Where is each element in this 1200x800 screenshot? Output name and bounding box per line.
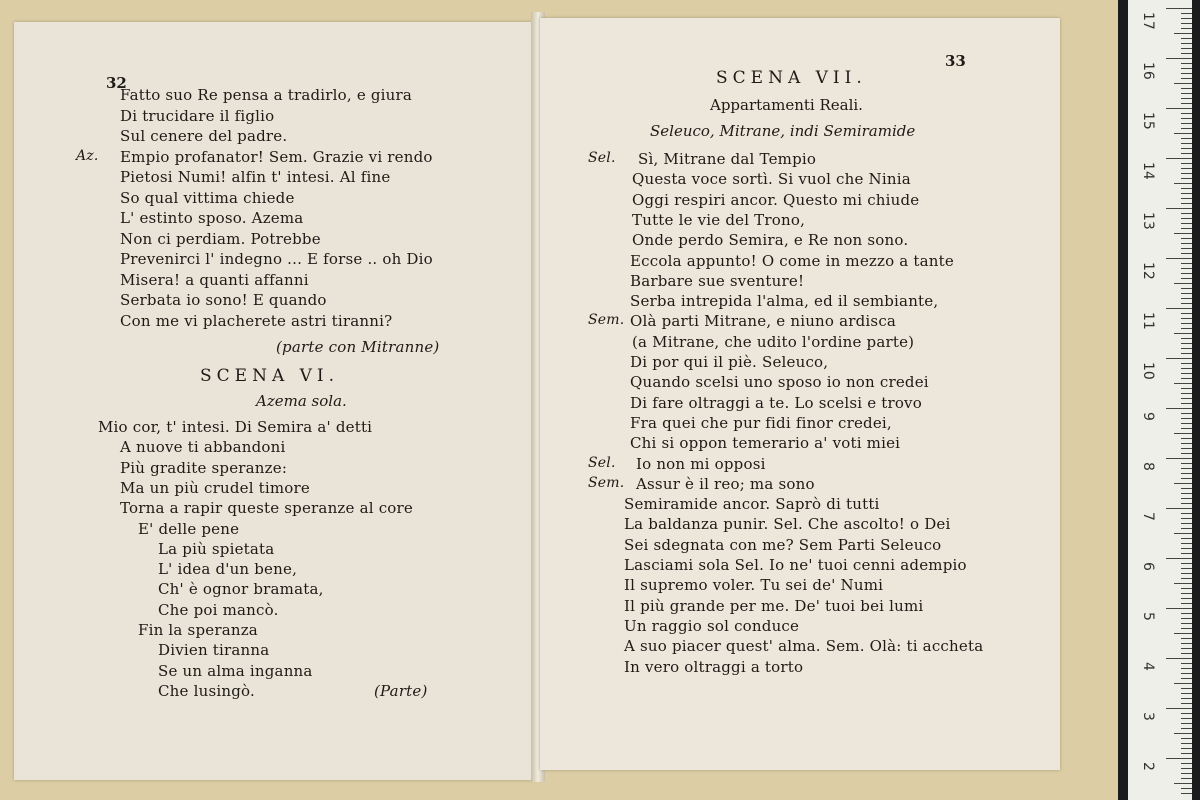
- text-line: Assur è il reo; ma sono: [636, 474, 815, 493]
- ruler-tick: [1181, 753, 1192, 754]
- ruler-tick: [1181, 593, 1192, 594]
- ruler-tick: [1181, 453, 1192, 454]
- ruler-tick: [1181, 488, 1192, 489]
- ruler-number: 9: [1140, 412, 1156, 421]
- ruler-tick: [1181, 313, 1192, 314]
- ruler-tick: [1181, 713, 1192, 714]
- ruler-tick: [1181, 498, 1192, 499]
- ruler-tick: [1181, 293, 1192, 294]
- aria-line: L' idea d'un bene,: [158, 560, 298, 579]
- ruler-tick: [1181, 203, 1192, 204]
- speaker-label: Sel.: [588, 454, 616, 471]
- ruler-tick: [1181, 723, 1192, 724]
- ruler-number: 5: [1140, 612, 1156, 621]
- text-line: Di fare oltraggi a te. Lo scelsi e trovo: [630, 393, 922, 412]
- ruler-tick: [1174, 433, 1192, 434]
- ruler-tick: [1181, 528, 1192, 529]
- ruler-tick: [1166, 408, 1192, 409]
- text-line: L' estinto sposo. Azema: [120, 209, 304, 227]
- ruler-number: 3: [1140, 712, 1156, 721]
- stage-direction: (parte con Mitranne): [276, 338, 440, 356]
- text-line: Serbata io sono! E quando: [120, 291, 327, 309]
- text-line: Quando scelsi uno sposo io non credei: [630, 373, 929, 392]
- ruler-number: 16: [1140, 62, 1156, 80]
- ruler-tick: [1181, 188, 1192, 189]
- ruler-tick: [1181, 43, 1192, 44]
- ruler-tick: [1181, 468, 1192, 469]
- ruler-tick: [1181, 673, 1192, 674]
- ruler-tick: [1181, 253, 1192, 254]
- aria-line: Se un alma inganna: [158, 661, 313, 680]
- ruler-number: 7: [1140, 512, 1156, 521]
- ruler-tick: [1181, 478, 1192, 479]
- ruler-number: 8: [1140, 462, 1156, 471]
- scene-characters: Seleuco, Mitrane, indi Semiramide: [650, 122, 916, 140]
- text-line: Oggi respiri ancor. Questo mi chiude: [632, 190, 920, 209]
- ruler-tick: [1181, 493, 1192, 494]
- ruler-tick: [1166, 558, 1192, 559]
- text-line: (a Mitrane, che udito l'ordine parte): [632, 332, 915, 351]
- text-line: Eccola appunto! O come in mezzo a tante: [630, 251, 954, 270]
- ruler-tick: [1181, 223, 1192, 224]
- ruler-tick: [1181, 303, 1192, 304]
- ruler-tick: [1181, 543, 1192, 544]
- ruler-tick: [1166, 658, 1192, 659]
- aria-line: Che lusingò.: [158, 681, 255, 700]
- ruler-tick: [1181, 438, 1192, 439]
- aria-line: Che poi mancò.: [158, 600, 279, 619]
- ruler-tick: [1174, 383, 1192, 384]
- ruler-tick: [1174, 233, 1192, 234]
- speaker-label: Az.: [76, 147, 99, 164]
- ruler-tick: [1181, 693, 1192, 694]
- ruler-tick: [1181, 393, 1192, 394]
- ruler-tick: [1181, 398, 1192, 399]
- text-line: So qual vittima chiede: [120, 188, 295, 207]
- ruler-tick: [1181, 368, 1192, 369]
- speaker-label: Sem.: [588, 474, 625, 491]
- ruler-tick: [1181, 93, 1192, 94]
- ruler-tick: [1181, 448, 1192, 449]
- aria-line: E' delle pene: [138, 519, 240, 538]
- ruler-tick: [1181, 613, 1192, 614]
- ruler-tick: [1181, 113, 1192, 114]
- ruler-tick: [1181, 603, 1192, 604]
- ruler-tick: [1181, 418, 1192, 419]
- ruler-tick: [1181, 578, 1192, 579]
- ruler-number: 6: [1140, 562, 1156, 571]
- ruler-tick: [1181, 738, 1192, 739]
- ruler-tick: [1181, 363, 1192, 364]
- ruler-number: 15: [1140, 112, 1156, 130]
- ruler-tick: [1181, 678, 1192, 679]
- ruler-number: 2: [1140, 762, 1156, 771]
- ruler-tick: [1181, 148, 1192, 149]
- text-line: Di trucidare il figlio: [120, 106, 275, 125]
- ruler-tick: [1181, 323, 1192, 324]
- text-line: Sei sdegnata con me? Sem Parti Seleuco: [624, 535, 942, 554]
- ruler-tick: [1181, 263, 1192, 264]
- ruler-tick: [1181, 763, 1192, 764]
- ruler-tick: [1174, 733, 1192, 734]
- ruler-tick: [1181, 648, 1192, 649]
- ruler-tick: [1181, 248, 1192, 249]
- measuring-ruler: [1128, 0, 1192, 800]
- text-line: Barbare sue sventure!: [630, 271, 805, 290]
- ruler-number: 13: [1140, 212, 1156, 230]
- ruler-tick: [1181, 328, 1192, 329]
- ruler-tick: [1166, 608, 1192, 609]
- ruler-tick: [1181, 168, 1192, 169]
- ruler-tick: [1181, 538, 1192, 539]
- ruler-tick: [1181, 353, 1192, 354]
- ruler-number: 14: [1140, 162, 1156, 180]
- ruler-tick: [1181, 638, 1192, 639]
- text-line: Un raggio sol conduce: [624, 616, 800, 635]
- ruler-tick: [1181, 568, 1192, 569]
- aria-line: Più gradite speranze:: [120, 458, 288, 477]
- ruler-tick: [1181, 163, 1192, 164]
- ruler-tick: [1181, 548, 1192, 549]
- ruler-tick: [1181, 553, 1192, 554]
- ruler-tick: [1166, 108, 1192, 109]
- text-line: In vero oltraggi a torto: [624, 657, 804, 676]
- ruler-tick: [1181, 668, 1192, 669]
- ruler-tick: [1181, 663, 1192, 664]
- ruler-tick: [1181, 463, 1192, 464]
- speaker-label: Sel.: [588, 150, 616, 166]
- ruler-tick: [1166, 158, 1192, 159]
- ruler-tick: [1181, 373, 1192, 374]
- ruler-tick: [1181, 173, 1192, 174]
- ruler-tick: [1181, 103, 1192, 104]
- text-line: Fatto suo Re pensa a tradirlo, e giura: [120, 86, 413, 104]
- aria-line: Ma un più crudel timore: [120, 478, 310, 497]
- ruler-tick: [1181, 118, 1192, 119]
- ruler-tick: [1181, 78, 1192, 79]
- ruler-number: 10: [1140, 362, 1156, 380]
- ruler-tick: [1181, 178, 1192, 179]
- ruler-tick: [1181, 193, 1192, 194]
- ruler-tick: [1181, 698, 1192, 699]
- ruler-tick: [1181, 423, 1192, 424]
- text-line: Lasciami sola Sel. Io ne' tuoi cenni adempio: [624, 556, 967, 574]
- text-line: Sì, Mitrane dal Tempio: [638, 150, 817, 168]
- ruler-tick: [1181, 18, 1192, 19]
- ruler-tick: [1166, 208, 1192, 209]
- ruler-tick: [1166, 758, 1192, 759]
- ruler-tick: [1181, 343, 1192, 344]
- ruler-tick: [1181, 298, 1192, 299]
- ruler-tick: [1181, 743, 1192, 744]
- ruler-tick: [1181, 98, 1192, 99]
- ruler-tick: [1181, 68, 1192, 69]
- ruler-tick: [1181, 213, 1192, 214]
- ruler-tick: [1181, 348, 1192, 349]
- ruler-tick: [1174, 83, 1192, 84]
- ruler-tick: [1181, 598, 1192, 599]
- text-line: Di por qui il piè. Seleuco,: [630, 353, 829, 371]
- ruler-tick: [1181, 513, 1192, 514]
- ruler-tick: [1181, 413, 1192, 414]
- ruler-tick: [1181, 748, 1192, 749]
- ruler-number: 17: [1140, 12, 1156, 30]
- ruler-tick: [1174, 683, 1192, 684]
- scene-heading: SCENA VII.: [716, 68, 867, 88]
- ruler-tick: [1181, 48, 1192, 49]
- ruler-tick: [1181, 788, 1192, 789]
- ruler-tick: [1181, 728, 1192, 729]
- ruler-tick: [1166, 258, 1192, 259]
- ruler-tick: [1181, 618, 1192, 619]
- ruler-tick: [1181, 23, 1192, 24]
- ruler-number: 4: [1140, 662, 1156, 671]
- ruler-tick: [1166, 58, 1192, 59]
- ruler-tick: [1181, 243, 1192, 244]
- aria-line: Fin la speranza: [138, 621, 258, 639]
- ruler-number: 11: [1140, 312, 1156, 330]
- text-line: Tutte le vie del Trono,: [632, 210, 806, 229]
- aria-line: Ch' è ognor bramata,: [158, 580, 324, 599]
- ruler-tick: [1181, 773, 1192, 774]
- ruler-tick: [1181, 138, 1192, 139]
- ruler-tick: [1181, 793, 1192, 794]
- ruler-tick: [1181, 443, 1192, 444]
- ruler-tick: [1181, 153, 1192, 154]
- ruler-tick: [1166, 708, 1192, 709]
- text-line: Sul cenere del padre.: [120, 127, 288, 145]
- ruler-tick: [1181, 278, 1192, 279]
- ruler-tick: [1181, 198, 1192, 199]
- ruler-tick: [1181, 13, 1192, 14]
- aria-line: Torna a rapir queste speranze al core: [120, 499, 413, 518]
- aria-line: La più spietata: [158, 539, 275, 558]
- ruler-tick: [1181, 388, 1192, 389]
- ruler-tick: [1181, 73, 1192, 74]
- ruler-tick: [1181, 318, 1192, 319]
- text-line: Questa voce sortì. Si vuol che Ninia: [632, 170, 911, 189]
- text-line: Con me vi placherete astri tiranni?: [120, 311, 393, 330]
- right-page: [540, 18, 1060, 770]
- ruler-tick: [1181, 653, 1192, 654]
- ruler-tick: [1181, 473, 1192, 474]
- ruler-tick: [1181, 503, 1192, 504]
- ruler-tick: [1181, 588, 1192, 589]
- ruler-tick: [1181, 643, 1192, 644]
- ruler-tick: [1181, 268, 1192, 269]
- ruler-tick: [1181, 238, 1192, 239]
- ruler-tick: [1181, 628, 1192, 629]
- ruler-tick: [1181, 428, 1192, 429]
- ruler-tick: [1181, 88, 1192, 89]
- ruler-tick: [1174, 483, 1192, 484]
- ruler-tick: [1181, 53, 1192, 54]
- ruler-tick: [1166, 508, 1192, 509]
- scene-subtitle: Azema sola.: [256, 392, 347, 410]
- ruler-tick: [1181, 523, 1192, 524]
- ruler-tick: [1181, 38, 1192, 39]
- ruler-tick: [1181, 273, 1192, 274]
- page-number: 33: [945, 52, 966, 70]
- ruler-tick: [1181, 563, 1192, 564]
- ruler-tick: [1174, 33, 1192, 34]
- ruler-tick: [1181, 768, 1192, 769]
- text-line: Io non mi opposi: [636, 454, 766, 473]
- ruler-tick: [1174, 533, 1192, 534]
- text-line: Non ci perdiam. Potrebbe: [120, 229, 321, 248]
- ruler-tick: [1181, 623, 1192, 624]
- ruler-tick: [1181, 288, 1192, 289]
- text-line: Pietosi Numi! alfin t' intesi. Al fine: [120, 168, 391, 186]
- ruler-tick: [1174, 783, 1192, 784]
- text-line: La baldanza punir. Sel. Che ascolto! o Dei: [624, 515, 951, 534]
- aria-line: A nuove ti abbandoni: [120, 438, 286, 457]
- ruler-tick: [1166, 458, 1192, 459]
- ruler-tick: [1181, 718, 1192, 719]
- ruler-tick: [1181, 573, 1192, 574]
- text-line: A suo piacer quest' alma. Sem. Olà: ti accheta: [624, 637, 984, 656]
- ruler-tick: [1181, 143, 1192, 144]
- ruler-tick: [1181, 403, 1192, 404]
- ruler-tick: [1181, 123, 1192, 124]
- ruler-tick: [1181, 28, 1192, 29]
- ruler-tick: [1174, 633, 1192, 634]
- text-line: Olà parti Mitrane, e niuno ardisca: [630, 312, 897, 331]
- aria-line: Divien tiranna: [158, 641, 270, 660]
- ruler-tick: [1181, 703, 1192, 704]
- ruler-tick: [1181, 688, 1192, 689]
- page-number: 32: [106, 74, 127, 92]
- stage-direction-exit: (Parte): [374, 682, 428, 700]
- scene-setting: Appartamenti Reali.: [710, 96, 863, 114]
- text-line: Il supremo voler. Tu sei de' Numi: [624, 576, 884, 595]
- text-line: Serba intrepida l'alma, ed il sembiante,: [630, 292, 939, 311]
- speaker-label: Sem.: [588, 312, 625, 329]
- text-line: Chi si oppon temerario a' voti miei: [630, 434, 901, 453]
- ruler-tick: [1174, 133, 1192, 134]
- text-line: Misera! a quanti affanni: [120, 270, 309, 289]
- ruler-tick: [1181, 378, 1192, 379]
- ruler-tick: [1181, 228, 1192, 229]
- text-line: Prevenirci l' indegno ... E forse .. oh Dio: [120, 250, 433, 268]
- ruler-tick: [1174, 283, 1192, 284]
- ruler-tick: [1174, 583, 1192, 584]
- text-line: Semiramide ancor. Saprò di tutti: [624, 495, 880, 514]
- text-line: Empio profanator! Sem. Grazie vi rendo: [120, 147, 433, 166]
- ruler-number: 12: [1140, 262, 1156, 280]
- ruler-tick: [1181, 338, 1192, 339]
- text-line: Onde perdo Semira, e Re non sono.: [632, 231, 909, 250]
- ruler-tick: [1181, 63, 1192, 64]
- text-line: Fra quei che pur fidi finor credei,: [630, 413, 892, 432]
- text-line: Il più grande per me. De' tuoi bei lumi: [624, 596, 924, 615]
- left-page: [14, 22, 534, 780]
- ruler-tick: [1174, 183, 1192, 184]
- ruler-tick: [1181, 778, 1192, 779]
- ruler-tick: [1166, 358, 1192, 359]
- ruler-tick: [1174, 333, 1192, 334]
- ruler-tick: [1166, 8, 1192, 9]
- ruler-tick: [1166, 308, 1192, 309]
- ruler-tick: [1181, 128, 1192, 129]
- ruler-tick: [1181, 218, 1192, 219]
- scene-heading: SCENA VI.: [200, 366, 340, 386]
- aria-line: Mio cor, t' intesi. Di Semira a' detti: [98, 418, 373, 436]
- ruler-tick: [1181, 518, 1192, 519]
